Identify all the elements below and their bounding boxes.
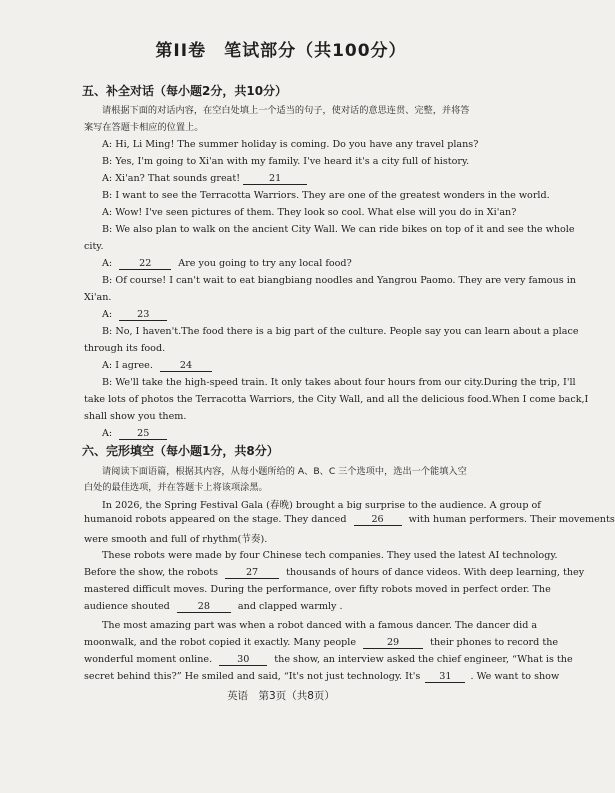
answer-blank-26: 26 bbox=[354, 514, 402, 526]
dialogue-line: B: I want to see the Terracotta Warriors. They are one of the greatest wonders in the world. bbox=[102, 190, 550, 201]
passage-line: Before the show, the robots 27 thousands of hours of dance videos. With deep learning, they bbox=[84, 567, 585, 578]
answer-blank-24: 24 bbox=[160, 360, 212, 372]
passage-line: The most amazing part was when a robot danced with a famous dancer. The dancer did a bbox=[102, 620, 538, 631]
answer-blank-29: 29 bbox=[363, 637, 423, 649]
answer-blank-22: 22 bbox=[119, 258, 171, 270]
dialogue-line: A: 22 Are you going to try any local food? bbox=[102, 258, 352, 269]
answer-blank-31: 31 bbox=[425, 671, 465, 683]
passage-line: secret behind this?” He smiled and said, “It's not just technology. It's 31 . We want to show bbox=[84, 671, 560, 682]
page-title: 第II卷 笔试部分（共100分） bbox=[155, 41, 407, 61]
answer-blank-28: 28 bbox=[177, 601, 231, 613]
answer-blank-27: 27 bbox=[225, 567, 279, 579]
passage-line: In 2026, the Spring Festival Gala (春晚) brought a big surprise to the audience. A group of bbox=[102, 500, 541, 511]
dialogue-line: A: Xi'an? That sounds great! 21 bbox=[102, 173, 307, 185]
dialogue-line: A: 23 bbox=[102, 309, 167, 321]
page-footer: 英语 第3页（共8页） bbox=[227, 690, 335, 702]
dialogue-line: A: Wow! I've seen pictures of them. They look so cool. What else will you do in Xi'an? bbox=[102, 207, 517, 218]
dialogue-line: B: Of course! I can't wait to eat biangbiang noodles and Yangrou Paomo. They are very famous in bbox=[102, 275, 576, 286]
passage-line: were smooth and full of rhythm(节奏). bbox=[84, 534, 268, 545]
dialogue-line-cont: Xi'an. bbox=[84, 292, 112, 303]
dialogue-line: B: No, I haven't.The food there is a big part of the culture. People say you can learn about a place bbox=[102, 326, 579, 337]
passage-line: mastered difficult moves. During the performance, over fifty robots moved in perfect order. The bbox=[84, 584, 551, 595]
dialogue-line: B: Yes, I'm going to Xi'an with my family. I've heard it's a city full of history. bbox=[102, 156, 470, 167]
passage-line: humanoid robots appeared on the stage. They danced 26 with human performers. Their movements bbox=[84, 514, 615, 525]
section-6-heading: 六、完形填空（每小题1分，共8分） bbox=[82, 444, 279, 458]
dialogue-line-cont: through its food. bbox=[84, 343, 166, 354]
answer-blank-23: 23 bbox=[119, 309, 167, 321]
dialogue-line-cont: take lots of photos the Terracotta Warriors, the City Wall, and all the delicious food.When I come back,I bbox=[84, 394, 589, 405]
dialogue-line: B: We'll take the high-speed train. It only takes about four hours from our city.During the trip, I'll bbox=[102, 377, 576, 388]
dialogue-line: A: I agree. 24 bbox=[102, 360, 212, 372]
dialogue-line: A: Hi, Li Ming! The summer holiday is coming. Do you have any travel plans? bbox=[102, 139, 479, 150]
passage-line: These robots were made by four Chinese tech companies. They used the latest AI technology. bbox=[102, 550, 558, 561]
dialogue-line: B: We also plan to walk on the ancient City Wall. We can ride bikes on top of it and see the whole bbox=[102, 224, 575, 235]
dialogue-line-cont: city. bbox=[84, 241, 104, 252]
answer-blank-21: 21 bbox=[243, 173, 307, 185]
section-6-instruction-cont: 白处的最佳选项，并在答题卡上将该项涂黑。 bbox=[84, 482, 268, 493]
section-6-instruction: 请阅读下面语篇，根据其内容，从每小题所给的 A、B、C 三个选项中，选出一个能填入空 bbox=[102, 466, 467, 477]
dialogue-line-cont: shall show you them. bbox=[84, 411, 187, 422]
answer-blank-25: 25 bbox=[119, 428, 167, 440]
passage-line: audience shouted 28 and clapped warmly . bbox=[84, 601, 343, 612]
passage-line: moonwalk, and the robot copied it exactly. Many people 29 their phones to record the bbox=[84, 637, 559, 648]
section-5-instruction: 请根据下面的对话内容，在空白处填上一个适当的句子，使对话的意思连贯、完整，并将答 bbox=[102, 105, 470, 116]
answer-blank-30: 30 bbox=[219, 654, 267, 666]
dialogue-line: A: 25 bbox=[102, 428, 167, 440]
passage-line: wonderful moment online. 30 the show, an interview asked the chief engineer, “What is the bbox=[84, 654, 573, 665]
section-5-instruction-cont: 案写在答题卡相应的位置上。 bbox=[84, 122, 204, 133]
section-5-heading: 五、补全对话（每小题2分，共10分） bbox=[82, 84, 288, 98]
